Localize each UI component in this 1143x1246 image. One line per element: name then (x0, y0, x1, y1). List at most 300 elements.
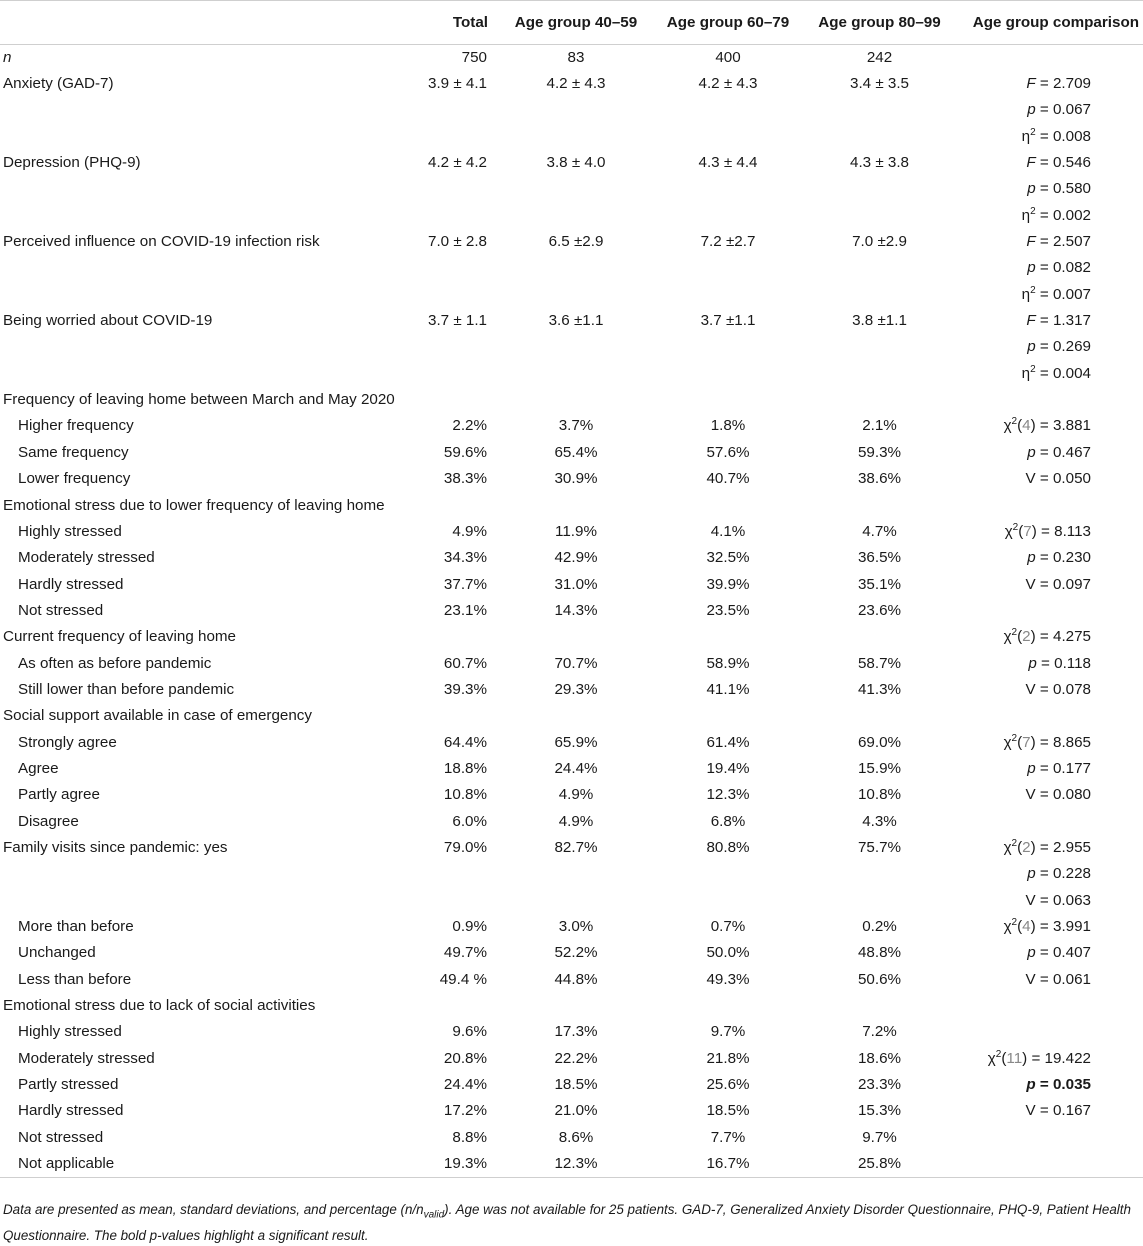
row-label (0, 203, 410, 229)
cell-age-40-59: 3.8 ± 4.0 (546, 154, 606, 172)
table-row (0, 124, 1143, 150)
cell-age-40-59 (500, 624, 652, 650)
row-label: Highly stressed (18, 522, 122, 540)
table-header (0, 1, 1143, 45)
row-label: More than before (18, 918, 134, 936)
cell-age-40-59 (500, 703, 652, 729)
table-row (0, 1125, 1143, 1151)
cell-age-comparison: $\chi^2(11) = 19.422$ (987, 1048, 1091, 1067)
cell-age-comparison: p = 0.269 (1027, 338, 1091, 356)
cell-age-40-59: 4.9% (558, 812, 594, 830)
cell-age-comparison: V = 0.061 (1025, 970, 1091, 988)
header-label (0, 1, 410, 45)
table-row (0, 940, 1143, 966)
cell-age-40-59: 12.3% (500, 1151, 652, 1177)
cell-age-comparison: $\chi^2(7) = 8.865$ (1003, 732, 1091, 751)
cell-age-80-99: 69.0% (857, 733, 902, 751)
cell-age-comparison: F = 2.709 (1026, 75, 1091, 93)
cell-age-40-59 (500, 888, 652, 914)
row-label: n (3, 48, 12, 66)
cell-total: 4.9% (452, 522, 487, 540)
row-label: Less than before (18, 970, 132, 988)
row-label: Hardly stressed (18, 1102, 124, 1120)
cell-age-80-99: 75.7% (857, 838, 902, 856)
table-row (0, 1046, 1143, 1072)
row-label (0, 334, 410, 360)
row-label (0, 176, 410, 202)
cell-total: 750 (461, 48, 487, 66)
cell-age-60-79: 18.5% (706, 1102, 750, 1120)
cell-age-80-99: 242 (866, 48, 893, 66)
table-row (0, 1151, 1143, 1177)
row-label: Perceived influence on COVID-19 infection risk (3, 233, 320, 251)
cell-total: 34.3% (443, 549, 487, 567)
cell-age-40-59: 14.3% (554, 601, 598, 619)
table-footnote (3, 1200, 1138, 1246)
cell-age-40-59: 70.7% (554, 654, 598, 672)
cell-age-comparison: V = 0.097 (1025, 575, 1091, 593)
cell-age-40-59: 82.7% (554, 838, 598, 856)
cell-age-40-59: 24.4% (554, 759, 598, 777)
cell-age-80-99: 9.7% (862, 1128, 897, 1146)
row-label: Moderately stressed (18, 1049, 155, 1067)
cell-age-60-79 (652, 624, 804, 650)
cell-age-40-59: 30.9% (554, 470, 598, 488)
table-row (0, 729, 1143, 755)
cell-total (410, 124, 500, 150)
row-label: Partly stressed (18, 1076, 119, 1094)
cell-age-comparison: F = 1.317 (1026, 312, 1091, 330)
cell-total (410, 97, 500, 123)
cell-age-80-99: 15.3% (857, 1102, 902, 1120)
table-row (0, 255, 1143, 281)
cell-age-comparison (955, 598, 1143, 624)
table-row (0, 440, 1143, 466)
cell-age-40-59: 52.2% (554, 944, 598, 962)
cell-age-60-79 (652, 203, 804, 229)
cell-age-60-79: 49.3% (706, 970, 750, 988)
cell-age-comparison (955, 1125, 1143, 1151)
cell-age-40-59 (500, 361, 652, 387)
cell-total: 60.7% (443, 654, 487, 672)
cell-age-40-59: 22.2% (554, 1049, 598, 1067)
cell-age-80-99 (804, 703, 955, 729)
cell-total (410, 282, 500, 308)
row-label: Family visits since pandemic: yes (3, 838, 228, 856)
cell-age-60-79 (652, 993, 804, 1019)
cell-age-comparison (955, 492, 1143, 518)
row-label: Current frequency of leaving home (3, 628, 237, 646)
cell-age-40-59: 65.9% (554, 733, 598, 751)
cell-age-40-59 (500, 334, 652, 360)
cell-age-80-99: 4.3% (862, 812, 897, 830)
cell-age-60-79: 39.9% (706, 575, 750, 593)
cell-age-comparison: p = 0.467 (1027, 443, 1091, 461)
cell-total: 37.7% (443, 575, 487, 593)
cell-age-40-59: 21.0% (554, 1102, 598, 1120)
cell-age-40-59 (500, 255, 652, 281)
cell-total: 2.2% (452, 417, 487, 435)
cell-age-80-99: 2.1% (862, 417, 897, 435)
table-row (0, 150, 1143, 176)
cell-age-40-59 (500, 124, 652, 150)
cell-total: 8.8% (452, 1128, 487, 1146)
table-row (0, 334, 1143, 360)
cell-age-40-59 (500, 203, 652, 229)
cell-age-60-79: 40.7% (706, 470, 750, 488)
cell-age-80-99 (804, 255, 955, 281)
cell-total: 23.1% (443, 601, 487, 619)
cell-age-60-79: 58.9% (706, 654, 750, 672)
cell-age-comparison: V = 0.063 (1025, 891, 1091, 909)
cell-age-60-79 (652, 361, 804, 387)
row-label (0, 361, 410, 387)
cell-age-60-79 (652, 703, 804, 729)
cell-age-60-79: 57.6% (706, 443, 750, 461)
row-label: Depression (PHQ-9) (3, 154, 141, 172)
row-label: Not stressed (18, 601, 104, 619)
cell-total: 17.2% (443, 1102, 487, 1120)
table-row (0, 492, 1143, 518)
row-label: Strongly agree (18, 733, 117, 751)
row-label: Highly stressed (18, 1023, 122, 1041)
cell-age-comparison (955, 387, 1143, 413)
table-row (0, 466, 1143, 492)
header-age-comparison: Age group comparison (955, 1, 1143, 45)
cell-total (410, 993, 500, 1019)
cell-age-60-79 (652, 255, 804, 281)
row-label (0, 861, 410, 887)
cell-age-60-79: 400 (715, 48, 741, 66)
cell-age-80-99 (804, 861, 955, 887)
row-label (0, 255, 410, 281)
table-row (0, 703, 1143, 729)
cell-age-60-79: 23.5% (706, 601, 750, 619)
row-label: Not stressed (18, 1128, 104, 1146)
table-row (0, 835, 1143, 861)
cell-age-60-79 (652, 861, 804, 887)
cell-age-60-79: 19.4% (706, 759, 750, 777)
cell-age-80-99: 35.1% (857, 575, 902, 593)
table-row (0, 677, 1143, 703)
cell-age-80-99 (804, 888, 955, 914)
cell-total: 38.3% (443, 470, 487, 488)
cell-age-80-99 (804, 334, 955, 360)
cell-age-80-99: 48.8% (857, 944, 902, 962)
row-label: As often as before pandemic (18, 654, 212, 672)
cell-age-60-79 (652, 124, 804, 150)
row-label: Unchanged (18, 944, 96, 962)
cell-age-60-79 (652, 888, 804, 914)
table-row (0, 282, 1143, 308)
cell-age-60-79 (652, 334, 804, 360)
header-age-60-79: Age group 60–79 (652, 1, 804, 45)
row-label (0, 888, 410, 914)
cell-age-comparison (955, 1019, 1143, 1045)
cell-age-60-79 (652, 176, 804, 202)
cell-age-80-99: 50.6% (857, 970, 902, 988)
cell-age-40-59: 4.2 ± 4.3 (546, 75, 606, 93)
cell-total: 7.0 ± 2.8 (428, 233, 487, 251)
cell-total: 18.8% (443, 759, 487, 777)
table-row (0, 308, 1143, 334)
cell-age-40-59 (500, 861, 652, 887)
table-row (0, 888, 1143, 914)
cell-total: 49.7% (443, 944, 487, 962)
header-age-80-99: Age group 80–99 (804, 1, 955, 45)
cell-age-comparison: p = 0.118 (1028, 654, 1091, 672)
cell-age-80-99 (804, 624, 955, 650)
table-row (0, 1098, 1143, 1124)
cell-age-comparison: p = 0.067 (1027, 101, 1091, 119)
cell-total (410, 888, 500, 914)
cell-age-80-99: 15.9% (857, 759, 902, 777)
cell-age-comparison: p = 0.230 (1027, 549, 1091, 567)
cell-age-80-99: 3.8 ±1.1 (852, 312, 907, 330)
cell-age-60-79: 0.7% (710, 918, 746, 936)
cell-age-60-79: 1.8% (710, 417, 746, 435)
cell-age-comparison: $\eta^2 = 0.002$ (1021, 205, 1091, 224)
cell-total (410, 255, 500, 281)
table-row (0, 624, 1143, 650)
cell-total: 20.8% (443, 1049, 487, 1067)
table-row (0, 598, 1143, 624)
cell-age-80-99: 7.0 ±2.9 (852, 233, 907, 251)
cell-total: 79.0% (443, 838, 487, 856)
cell-age-comparison (955, 808, 1143, 834)
cell-age-80-99: 23.6% (857, 601, 902, 619)
cell-age-60-79: 7.2 ±2.7 (700, 233, 756, 251)
table-row (0, 993, 1143, 1019)
cell-age-60-79: 41.1% (706, 680, 750, 698)
cell-age-80-99: 36.5% (857, 549, 902, 567)
cell-age-80-99: 59.3% (857, 443, 902, 461)
cell-age-40-59 (500, 993, 652, 1019)
table-row (0, 71, 1143, 97)
cell-age-comparison: $\chi^2(4) = 3.991$ (1003, 916, 1091, 936)
row-label: Being worried about COVID-19 (3, 312, 213, 330)
cell-age-80-99: 10.8% (857, 786, 902, 804)
cell-age-60-79: 80.8% (706, 838, 750, 856)
cell-age-comparison: $\chi^2(2) = 4.275$ (1003, 627, 1091, 646)
cell-age-80-99 (804, 361, 955, 387)
cell-age-60-79 (652, 387, 804, 413)
row-label: Not applicable (0, 1151, 410, 1177)
cell-age-comparison (955, 703, 1143, 729)
cell-age-60-79 (652, 282, 804, 308)
cell-age-comparison: V = 0.078 (1025, 680, 1091, 698)
table-row (0, 861, 1143, 887)
table-row (0, 97, 1143, 123)
cell-age-40-59: 6.5 ±2.9 (548, 233, 604, 251)
cell-total: 3.7 ± 1.1 (428, 312, 487, 330)
cell-age-40-59 (500, 176, 652, 202)
row-label: Disagree (18, 812, 79, 830)
cell-age-comparison: $\chi^2(4) = 3.881$ (1003, 416, 1091, 435)
footnote-part-1: Data are presented as mean, standard deviations, and percentage $(n/n_{valid})$. Age was not available for 25 patients. GAD-7, Generalized Anxiety Disorder Questionnaire, PHQ-9, Patient Health Questionnaire. The bold p-values highlight a significant result. (3, 1202, 1131, 1243)
cell-age-40-59 (500, 387, 652, 413)
cell-total (410, 176, 500, 202)
cell-age-comparison: $\chi^2(2) = 2.955$ (1003, 837, 1091, 856)
row-label: Higher frequency (18, 417, 134, 435)
cell-age-40-59: 4.9% (558, 786, 594, 804)
row-label: Still lower than before pandemic (18, 680, 235, 698)
cell-age-40-59: 65.4% (554, 443, 598, 461)
cell-age-comparison (955, 45, 1143, 71)
cell-age-40-59 (500, 97, 652, 123)
table-row (0, 650, 1143, 676)
row-label: Moderately stressed (18, 549, 155, 567)
cell-age-80-99 (804, 993, 955, 1019)
cell-total (410, 492, 500, 518)
cell-age-comparison: $\eta^2 = 0.007$ (1021, 284, 1091, 303)
cell-age-60-79: 12.3% (706, 786, 750, 804)
table-row (0, 519, 1143, 545)
row-label (0, 282, 410, 308)
cell-age-40-59: 3.0% (558, 918, 594, 936)
cell-age-comparison: p = 0.082 (1027, 259, 1091, 277)
row-label: Agree (18, 759, 59, 777)
cell-age-comparison: F = 0.546 (1026, 154, 1091, 172)
cell-age-80-99 (804, 124, 955, 150)
row-label: Frequency of leaving home between March and May 2020 (3, 391, 395, 409)
row-label: Anxiety (GAD-7) (3, 75, 114, 93)
cell-age-40-59: 83 (567, 48, 585, 66)
cell-age-comparison: p = 0.228 (1027, 865, 1091, 883)
cell-age-40-59: 42.9% (554, 549, 598, 567)
row-label: Lower frequency (18, 470, 131, 488)
cell-age-60-79: 4.3 ± 4.4 (698, 154, 758, 172)
header-row (0, 1, 1143, 45)
header-total: Total (410, 1, 500, 45)
cell-age-80-99: 3.4 ± 3.5 (850, 75, 909, 93)
cell-total: 3.9 ± 4.1 (428, 75, 487, 93)
cell-age-60-79: 3.7 ±1.1 (700, 312, 756, 330)
cell-age-80-99: 25.8% (804, 1151, 955, 1177)
cell-age-80-99 (804, 387, 955, 413)
cell-age-60-79: 32.5% (706, 549, 750, 567)
row-label: Hardly stressed (18, 575, 124, 593)
cell-total: 6.0% (452, 812, 487, 830)
cell-age-60-79 (652, 97, 804, 123)
cell-age-40-59: 31.0% (554, 575, 598, 593)
cell-total: 64.4% (443, 733, 487, 751)
table-row (0, 45, 1143, 71)
cell-age-80-99 (804, 97, 955, 123)
table-row (0, 756, 1143, 782)
table-row (0, 203, 1143, 229)
row-label: Same frequency (18, 443, 129, 461)
cell-age-comparison: p = 0.177 (1027, 759, 1091, 777)
cell-age-80-99: 4.7% (862, 522, 897, 540)
cell-age-comparison: $\chi^2(7) = 8.113$ (1004, 521, 1091, 540)
cell-age-comparison: p = 0.580 (1027, 180, 1091, 198)
cell-age-60-79: 16.7% (652, 1151, 804, 1177)
cell-age-60-79: 6.8% (710, 812, 746, 830)
cell-total (410, 203, 500, 229)
cell-age-60-79: 61.4% (706, 733, 750, 751)
cell-age-40-59 (500, 282, 652, 308)
cell-total (410, 334, 500, 360)
cell-total (410, 861, 500, 887)
cell-age-60-79 (652, 492, 804, 518)
cell-age-comparison (955, 1151, 1143, 1177)
cell-age-comparison (955, 993, 1143, 1019)
cell-age-80-99 (804, 203, 955, 229)
row-label: Emotional stress due to lower frequency of leaving home (3, 496, 385, 514)
cell-total: 19.3% (410, 1151, 500, 1177)
cell-age-40-59: 8.6% (558, 1128, 594, 1146)
cell-age-comparison: V = 0.050 (1025, 470, 1091, 488)
row-label: Social support available in case of emergency (3, 707, 312, 725)
cell-age-comparison: F = 2.507 (1026, 233, 1091, 251)
cell-age-80-99: 18.6% (857, 1049, 902, 1067)
cell-age-40-59: 3.7% (558, 417, 594, 435)
cell-age-60-79: 21.8% (706, 1049, 750, 1067)
cell-total (410, 387, 500, 413)
cell-age-60-79: 4.2 ± 4.3 (698, 75, 758, 93)
table-row (0, 914, 1143, 940)
table-row (0, 176, 1143, 202)
cell-age-60-79: 50.0% (706, 944, 750, 962)
cell-age-40-59: 17.3% (554, 1023, 598, 1041)
row-label: Emotional stress due to lack of social activities (3, 997, 316, 1015)
cell-total: 9.6% (452, 1023, 487, 1041)
cell-age-comparison: $\eta^2 = 0.008$ (1021, 126, 1091, 145)
cell-total: 59.6% (443, 443, 487, 461)
cell-age-80-99: 7.2% (862, 1023, 897, 1041)
row-label (0, 97, 410, 123)
cell-age-40-59: 18.5% (554, 1076, 598, 1094)
table-row (0, 808, 1143, 834)
cell-age-60-79: 7.7% (710, 1128, 746, 1146)
table-row (0, 361, 1143, 387)
cell-age-40-59: 11.9% (555, 522, 597, 540)
cell-age-comparison: p = 0.035 (1026, 1076, 1091, 1094)
cell-age-80-99: 58.7% (857, 654, 902, 672)
cell-total: 39.3% (443, 680, 487, 698)
cell-age-80-99: 0.2% (862, 918, 897, 936)
cell-total (410, 624, 500, 650)
cell-age-40-59 (500, 492, 652, 518)
table-body (0, 45, 1143, 1178)
cell-age-40-59: 3.6 ±1.1 (548, 312, 604, 330)
cell-age-80-99: 41.3% (857, 680, 902, 698)
table-row (0, 1072, 1143, 1098)
table-row (0, 1019, 1143, 1045)
cell-age-80-99: 4.3 ± 3.8 (850, 154, 909, 172)
header-age-40-59: Age group 40–59 (500, 1, 652, 45)
row-label (0, 124, 410, 150)
cell-age-80-99: 23.3% (857, 1076, 902, 1094)
table-row (0, 967, 1143, 993)
cell-age-comparison: p = 0.407 (1027, 944, 1091, 962)
cell-age-40-59: 44.8% (554, 970, 598, 988)
cell-age-60-79: 4.1% (710, 522, 746, 540)
table-row (0, 413, 1143, 439)
cell-age-60-79: 25.6% (706, 1076, 750, 1094)
cell-age-comparison: V = 0.080 (1025, 786, 1091, 804)
table-row (0, 387, 1143, 413)
cell-total: 24.4% (443, 1076, 487, 1094)
table-row (0, 229, 1143, 255)
table-row (0, 782, 1143, 808)
cell-age-80-99 (804, 492, 955, 518)
table-row (0, 545, 1143, 571)
row-label: Partly agree (18, 786, 100, 804)
cell-age-40-59: 29.3% (554, 680, 598, 698)
cell-total (410, 361, 500, 387)
